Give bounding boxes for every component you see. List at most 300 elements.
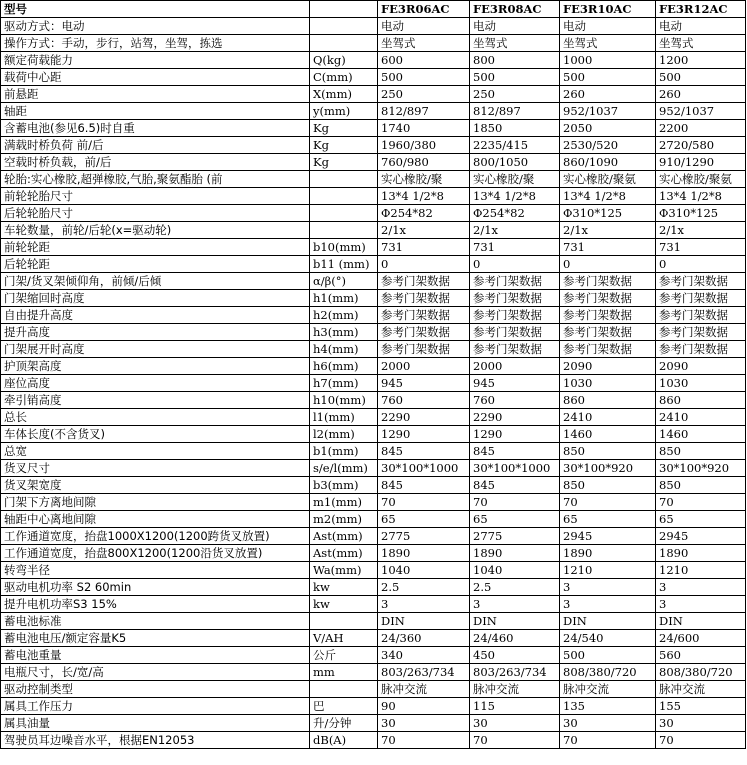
spec-row (1, 732, 746, 749)
spec-value: 70 (656, 494, 746, 511)
spec-unit: Wa(mm) (310, 562, 378, 579)
spec-value: 1740 (378, 120, 470, 137)
spec-value: 65 (378, 511, 470, 528)
spec-value: DIN (470, 613, 560, 630)
spec-value: 电动 (378, 18, 470, 35)
spec-value: 90 (378, 698, 470, 715)
spec-row (1, 307, 746, 324)
spec-value: 参考门架数据 (656, 307, 746, 324)
spec-row (1, 273, 746, 290)
spec-unit: m2(mm) (310, 511, 378, 528)
spec-label: 后轮轮胎尺寸 (1, 205, 310, 222)
spec-value: 1040 (378, 562, 470, 579)
spec-unit (310, 188, 378, 205)
spec-row (1, 205, 746, 222)
spec-value: 实心橡胶/聚 (378, 171, 470, 188)
spec-value: 坐驾式 (470, 35, 560, 52)
spec-value: 803/263/734 (378, 664, 470, 681)
spec-row (1, 562, 746, 579)
spec-row (1, 324, 746, 341)
spec-value: 1000 (560, 52, 656, 69)
spec-value: 250 (470, 86, 560, 103)
spec-label: 前悬距 (1, 86, 310, 103)
spec-value: 实心橡胶/聚 (470, 171, 560, 188)
spec-value: 812/897 (378, 103, 470, 120)
spec-label: 载荷中心距 (1, 69, 310, 86)
spec-value: 实心橡胶/聚氨 (560, 171, 656, 188)
spec-row (1, 171, 746, 188)
spec-value: 13*4 1/2*8 (656, 188, 746, 205)
spec-value: 坐驾式 (378, 35, 470, 52)
spec-value: 70 (656, 732, 746, 749)
spec-value: 电动 (656, 18, 746, 35)
spec-unit: l1(mm) (310, 409, 378, 426)
spec-value: 2050 (560, 120, 656, 137)
spec-value: 参考门架数据 (378, 307, 470, 324)
spec-row (1, 137, 746, 154)
spec-row (1, 664, 746, 681)
spec-value: 30*100*920 (560, 460, 656, 477)
spec-row (1, 52, 746, 69)
spec-value: 65 (470, 511, 560, 528)
spec-label: 工作通道宽度，抬盘1000X1200(1200跨货叉放置) (1, 528, 310, 545)
spec-value: 340 (378, 647, 470, 664)
spec-value: 2945 (560, 528, 656, 545)
spec-value: 2/1x (656, 222, 746, 239)
spec-unit (310, 222, 378, 239)
spec-unit: h3(mm) (310, 324, 378, 341)
spec-label: 蓄电池电压/额定容量K5 (1, 630, 310, 647)
spec-value: 参考门架数据 (560, 307, 656, 324)
spec-row (1, 86, 746, 103)
spec-unit: Kg (310, 137, 378, 154)
spec-value: 260 (656, 86, 746, 103)
spec-value: 脉冲交流 (470, 681, 560, 698)
spec-value: 1030 (656, 375, 746, 392)
spec-value: 803/263/734 (470, 664, 560, 681)
spec-value: 1960/380 (378, 137, 470, 154)
spec-value: 0 (656, 256, 746, 273)
spec-value: 参考门架数据 (378, 341, 470, 358)
spec-value: 70 (560, 494, 656, 511)
spec-value: 1460 (560, 426, 656, 443)
spec-row (1, 290, 746, 307)
model-header: FE3R06AC (378, 1, 470, 18)
spec-value: Φ310*125 (656, 205, 746, 222)
spec-value: 910/1290 (656, 154, 746, 171)
spec-row (1, 528, 746, 545)
spec-value: 70 (470, 732, 560, 749)
spec-value: 808/380/720 (560, 664, 656, 681)
spec-row (1, 154, 746, 171)
spec-value: 脉冲交流 (656, 681, 746, 698)
spec-value: 860 (560, 392, 656, 409)
spec-unit (310, 18, 378, 35)
spec-value: 13*4 1/2*8 (560, 188, 656, 205)
spec-value: 760/980 (378, 154, 470, 171)
spec-row (1, 103, 746, 120)
spec-value: 电动 (470, 18, 560, 35)
spec-unit (310, 613, 378, 630)
spec-unit (310, 35, 378, 52)
spec-value: 3 (560, 579, 656, 596)
spec-value: 24/360 (378, 630, 470, 647)
spec-row (1, 409, 746, 426)
spec-unit: Kg (310, 120, 378, 137)
spec-label: 门架/货叉架倾仰角，前倾/后倾 (1, 273, 310, 290)
spec-label: 提升高度 (1, 324, 310, 341)
spec-unit: h7(mm) (310, 375, 378, 392)
spec-value: 115 (470, 698, 560, 715)
spec-value: 70 (560, 732, 656, 749)
spec-value: 3 (378, 596, 470, 613)
spec-value: 2090 (656, 358, 746, 375)
spec-value: 坐驾式 (656, 35, 746, 52)
spec-value: 2410 (656, 409, 746, 426)
spec-value: 70 (470, 494, 560, 511)
model-header: FE3R10AC (560, 1, 656, 18)
spec-value: 0 (560, 256, 656, 273)
spec-value: 电动 (560, 18, 656, 35)
spec-row (1, 69, 746, 86)
spec-label: 转弯半径 (1, 562, 310, 579)
spec-label: 总宽 (1, 443, 310, 460)
spec-value: Φ254*82 (470, 205, 560, 222)
spec-value: DIN (656, 613, 746, 630)
spec-unit: C(mm) (310, 69, 378, 86)
spec-label: 自由提升高度 (1, 307, 310, 324)
spec-row (1, 392, 746, 409)
spec-row (1, 120, 746, 137)
spec-value: 实心橡胶/聚氨 (656, 171, 746, 188)
spec-table-body (1, 1, 746, 749)
spec-value: 参考门架数据 (378, 324, 470, 341)
spec-value: 参考门架数据 (560, 324, 656, 341)
spec-value: 155 (656, 698, 746, 715)
spec-value: 2/1x (560, 222, 656, 239)
spec-label: 满载时桥负荷 前/后 (1, 137, 310, 154)
spec-value: 845 (378, 443, 470, 460)
spec-label: 轴距中心离地间隙 (1, 511, 310, 528)
spec-value: 2/1x (470, 222, 560, 239)
spec-value: 731 (560, 239, 656, 256)
spec-row (1, 460, 746, 477)
spec-value: 30 (470, 715, 560, 732)
spec-unit: Ast(mm) (310, 528, 378, 545)
spec-value: 30 (656, 715, 746, 732)
spec-value: 2000 (378, 358, 470, 375)
spec-row (1, 579, 746, 596)
spec-label: 空载时桥负载，前/后 (1, 154, 310, 171)
spec-label: 驱动方式：电动 (1, 18, 310, 35)
spec-value: 812/897 (470, 103, 560, 120)
spec-row (1, 477, 746, 494)
spec-value: 30 (378, 715, 470, 732)
spec-value: 2290 (470, 409, 560, 426)
spec-unit: dB(A) (310, 732, 378, 749)
spec-row (1, 511, 746, 528)
spec-unit: h1(mm) (310, 290, 378, 307)
spec-value: 760 (470, 392, 560, 409)
spec-unit: m1(mm) (310, 494, 378, 511)
spec-value: 1030 (560, 375, 656, 392)
spec-label: 前轮轮距 (1, 239, 310, 256)
spec-value: 860 (656, 392, 746, 409)
spec-value: 参考门架数据 (470, 324, 560, 341)
spec-label: 后轮轮距 (1, 256, 310, 273)
spec-value: 952/1037 (656, 103, 746, 120)
spec-label: 属具工作压力 (1, 698, 310, 715)
spec-value: 1460 (656, 426, 746, 443)
spec-label: 轴距 (1, 103, 310, 120)
spec-label: 操作方式：手动，步行，站驾，坐驾，拣选 (1, 35, 310, 52)
spec-label: 提升电机功率S3 15% (1, 596, 310, 613)
spec-value: 3 (470, 596, 560, 613)
spec-value: 850 (656, 443, 746, 460)
spec-value: 500 (470, 69, 560, 86)
spec-unit (310, 171, 378, 188)
spec-value: 850 (560, 477, 656, 494)
spec-unit: kw (310, 579, 378, 596)
model-header: FE3R12AC (656, 1, 746, 18)
spec-value: 24/460 (470, 630, 560, 647)
spec-row (1, 239, 746, 256)
spec-value: 参考门架数据 (470, 341, 560, 358)
spec-value: 800/1050 (470, 154, 560, 171)
spec-value: 1890 (378, 545, 470, 562)
spec-value: 3 (560, 596, 656, 613)
spec-label: 车体长度(不含货叉) (1, 426, 310, 443)
spec-row (1, 222, 746, 239)
spec-value: 1850 (470, 120, 560, 137)
spec-value: 1890 (656, 545, 746, 562)
spec-value: 70 (378, 732, 470, 749)
spec-row (1, 426, 746, 443)
model-header: FE3R08AC (470, 1, 560, 18)
spec-value: 脉冲交流 (378, 681, 470, 698)
spec-value: 0 (470, 256, 560, 273)
spec-row (1, 341, 746, 358)
spec-value: 808/380/720 (656, 664, 746, 681)
spec-row (1, 545, 746, 562)
spec-value: 952/1037 (560, 103, 656, 120)
spec-value: 850 (560, 443, 656, 460)
spec-value: Φ310*125 (560, 205, 656, 222)
spec-row (1, 630, 746, 647)
spec-unit: b1(mm) (310, 443, 378, 460)
spec-value: 500 (560, 647, 656, 664)
spec-label: 门架展开时高度 (1, 341, 310, 358)
spec-row (1, 596, 746, 613)
spec-value: 1290 (470, 426, 560, 443)
spec-value: 65 (656, 511, 746, 528)
spec-unit: l2(mm) (310, 426, 378, 443)
spec-value: 3 (656, 579, 746, 596)
header-label: 型号 (1, 1, 310, 18)
spec-value: 13*4 1/2*8 (378, 188, 470, 205)
spec-value: 2775 (470, 528, 560, 545)
spec-value: 2945 (656, 528, 746, 545)
spec-unit: X(mm) (310, 86, 378, 103)
spec-row (1, 358, 746, 375)
spec-value: 2410 (560, 409, 656, 426)
spec-label: 属具油量 (1, 715, 310, 732)
spec-value: DIN (560, 613, 656, 630)
spec-unit: V/AH (310, 630, 378, 647)
spec-value: 500 (560, 69, 656, 86)
spec-unit: 升/分钟 (310, 715, 378, 732)
spec-unit: h6(mm) (310, 358, 378, 375)
spec-label: 驾驶员耳边噪音水平，根据EN12053 (1, 732, 310, 749)
spec-row (1, 494, 746, 511)
spec-value: 500 (656, 69, 746, 86)
spec-value: 参考门架数据 (378, 290, 470, 307)
spec-value: 731 (470, 239, 560, 256)
spec-value: 2530/520 (560, 137, 656, 154)
spec-value: 845 (378, 477, 470, 494)
spec-row (1, 375, 746, 392)
spec-unit: y(mm) (310, 103, 378, 120)
spec-label: 座位高度 (1, 375, 310, 392)
spec-unit: α/β(°) (310, 273, 378, 290)
spec-label: 货叉架宽度 (1, 477, 310, 494)
spec-row (1, 613, 746, 630)
spec-row (1, 647, 746, 664)
spec-value: 2000 (470, 358, 560, 375)
spec-label: 蓄电池重量 (1, 647, 310, 664)
spec-value: 2.5 (378, 579, 470, 596)
spec-value: 参考门架数据 (560, 290, 656, 307)
spec-value: 参考门架数据 (656, 290, 746, 307)
spec-value: 参考门架数据 (378, 273, 470, 290)
spec-value: 945 (470, 375, 560, 392)
spec-value: 1040 (470, 562, 560, 579)
spec-label: 门架缩回时高度 (1, 290, 310, 307)
spec-unit: 公斤 (310, 647, 378, 664)
spec-value: 参考门架数据 (470, 273, 560, 290)
spec-label: 前轮轮胎尺寸 (1, 188, 310, 205)
spec-label: 含蓄电池(参见6.5)时自重 (1, 120, 310, 137)
spec-value: 450 (470, 647, 560, 664)
spec-value: 坐驾式 (560, 35, 656, 52)
spec-value: 2290 (378, 409, 470, 426)
spec-value: 70 (378, 494, 470, 511)
spec-value: 135 (560, 698, 656, 715)
spec-label: 驱动控制类型 (1, 681, 310, 698)
spec-label: 护顶架高度 (1, 358, 310, 375)
spec-value: 760 (378, 392, 470, 409)
spec-label: 总长 (1, 409, 310, 426)
spec-unit: b11 (mm) (310, 256, 378, 273)
spec-unit: b10(mm) (310, 239, 378, 256)
spec-value: 260 (560, 86, 656, 103)
spec-row (1, 698, 746, 715)
spec-value: 参考门架数据 (470, 290, 560, 307)
spec-unit: h2(mm) (310, 307, 378, 324)
spec-unit: Kg (310, 154, 378, 171)
spec-value: 1210 (656, 562, 746, 579)
spec-row (1, 715, 746, 732)
spec-unit: h4(mm) (310, 341, 378, 358)
spec-value: 参考门架数据 (560, 341, 656, 358)
spec-value: 13*4 1/2*8 (470, 188, 560, 205)
spec-value: 30*100*1000 (470, 460, 560, 477)
header-row (1, 1, 746, 18)
spec-label: 电瓶尺寸，长/宽/高 (1, 664, 310, 681)
spec-value: 731 (656, 239, 746, 256)
spec-label: 轮胎:实心橡胶,超弹橡胶,气胎,聚氨酯胎 (前 (1, 171, 310, 188)
spec-label: 驱动电机功率 S2 60min (1, 579, 310, 596)
spec-value: 30*100*1000 (378, 460, 470, 477)
spec-unit: s/e/l(mm) (310, 460, 378, 477)
spec-label: 货叉尺寸 (1, 460, 310, 477)
spec-value: 参考门架数据 (656, 273, 746, 290)
spec-unit: mm (310, 664, 378, 681)
spec-value: 参考门架数据 (656, 341, 746, 358)
spec-unit: b3(mm) (310, 477, 378, 494)
spec-row (1, 35, 746, 52)
spec-row (1, 256, 746, 273)
spec-value: 1890 (560, 545, 656, 562)
spec-value: 2200 (656, 120, 746, 137)
spec-value: Φ254*82 (378, 205, 470, 222)
spec-value: 500 (378, 69, 470, 86)
spec-value: 1890 (470, 545, 560, 562)
spec-unit: 巴 (310, 698, 378, 715)
spec-value: 1290 (378, 426, 470, 443)
spec-value: 800 (470, 52, 560, 69)
header-unit (310, 1, 378, 18)
spec-value: 脉冲交流 (560, 681, 656, 698)
spec-value: 1200 (656, 52, 746, 69)
spec-label: 工作通道宽度，抬盘800X1200(1200沿货叉放置) (1, 545, 310, 562)
spec-unit: Q(kg) (310, 52, 378, 69)
spec-value: 2720/580 (656, 137, 746, 154)
spec-value: 30 (560, 715, 656, 732)
spec-value: 参考门架数据 (470, 307, 560, 324)
spec-value: 600 (378, 52, 470, 69)
spec-value: 30*100*920 (656, 460, 746, 477)
spec-value: 560 (656, 647, 746, 664)
spec-unit: kw (310, 596, 378, 613)
spec-value: 24/600 (656, 630, 746, 647)
spec-row (1, 681, 746, 698)
spec-label: 车轮数量，前轮/后轮(x=驱动轮) (1, 222, 310, 239)
spec-value: 0 (378, 256, 470, 273)
spec-value: 65 (560, 511, 656, 528)
spec-value: 参考门架数据 (656, 324, 746, 341)
spec-value: 845 (470, 477, 560, 494)
spec-value: 2/1x (378, 222, 470, 239)
spec-value: 1210 (560, 562, 656, 579)
spec-value: 2775 (378, 528, 470, 545)
spec-label: 牵引销高度 (1, 392, 310, 409)
spec-value: 945 (378, 375, 470, 392)
spec-unit: Ast(mm) (310, 545, 378, 562)
spec-row (1, 443, 746, 460)
spec-label: 额定荷载能力 (1, 52, 310, 69)
spec-value: 2090 (560, 358, 656, 375)
spec-unit: h10(mm) (310, 392, 378, 409)
spec-value: 24/540 (560, 630, 656, 647)
spec-value: 2.5 (470, 579, 560, 596)
spec-row (1, 18, 746, 35)
spec-value: 860/1090 (560, 154, 656, 171)
spec-unit (310, 205, 378, 222)
spec-value: DIN (378, 613, 470, 630)
spec-value: 250 (378, 86, 470, 103)
spec-value: 731 (378, 239, 470, 256)
